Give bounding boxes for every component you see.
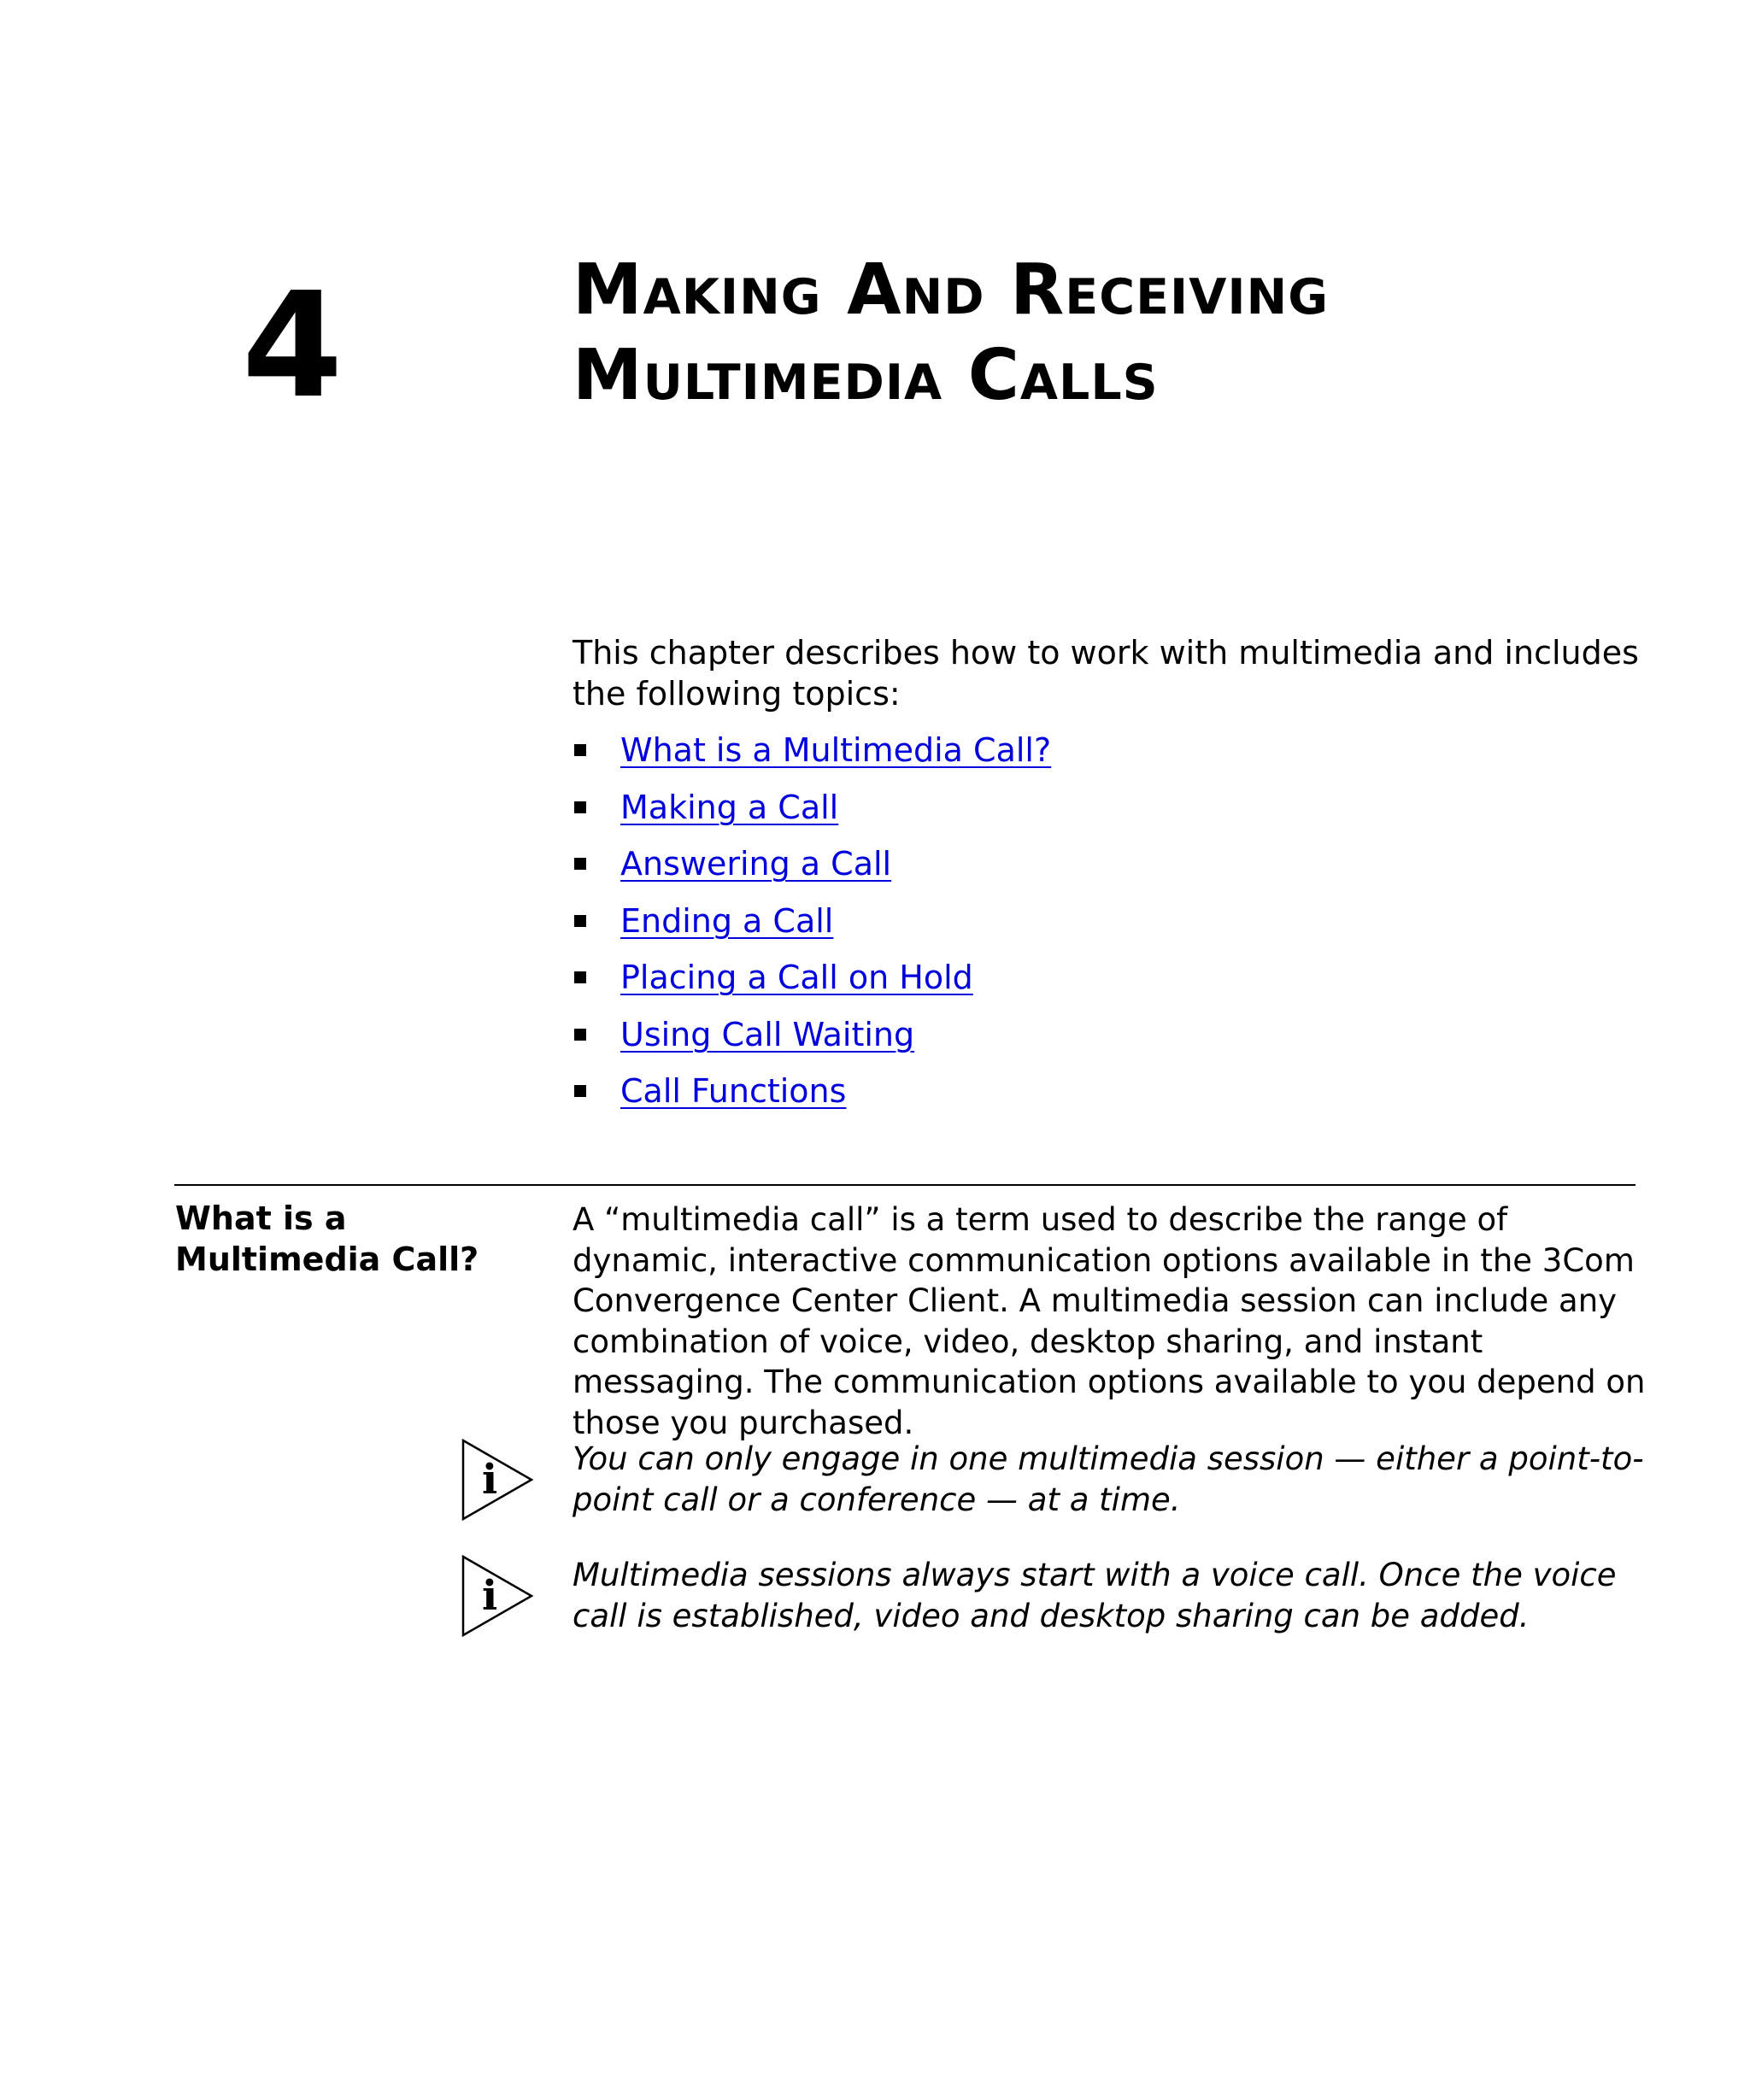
bullet-icon: [574, 1029, 586, 1041]
intro-paragraph: This chapter describes how to work with multimedia and includes the following topics:: [573, 634, 1639, 713]
chapter-title: [573, 248, 1329, 419]
list-item: [573, 949, 1051, 1006]
info-icon: [461, 1555, 535, 1637]
topic-link-making-a-call[interactable]: Making a Call: [620, 788, 839, 826]
topic-link-ending-a-call[interactable]: Ending a Call: [620, 901, 834, 940]
bullet-icon: [574, 1085, 586, 1097]
bullet-icon: [574, 915, 586, 927]
list-item: [573, 1063, 1051, 1120]
topic-link-using-call-waiting[interactable]: Using Call Waiting: [620, 1015, 915, 1053]
bullet-icon: [574, 801, 586, 813]
chapter-title-line-2: Multimedia Calls: [573, 335, 1159, 416]
chapter-number: 4: [242, 261, 344, 431]
chapter-title-line-1: Making And Receiving: [573, 249, 1330, 331]
section-heading: What is a Multimedia Call?: [175, 1200, 479, 1278]
list-item: [573, 893, 1051, 950]
info-icon: [461, 1439, 535, 1521]
topic-link-answering-a-call[interactable]: Answering a Call: [620, 845, 892, 883]
topic-link-call-functions[interactable]: Call Functions: [620, 1072, 847, 1111]
svg-text:i: i: [482, 1456, 498, 1504]
note-text: Multimedia sessions always start with a voice call. Once the voice call is established, video and desktop sharing can be added.: [573, 1557, 1617, 1634]
bullet-icon: [574, 971, 586, 983]
topic-link-placing-call-on-hold[interactable]: Placing a Call on Hold: [620, 959, 973, 997]
topic-list: [573, 722, 1051, 1120]
list-item: [573, 779, 1051, 836]
bullet-icon: [574, 744, 586, 756]
topic-link-what-is-multimedia-call[interactable]: What is a Multimedia Call?: [620, 731, 1052, 770]
section-divider: [174, 1184, 1635, 1186]
bullet-icon: [574, 858, 586, 870]
note-text: You can only engage in one multimedia session — either a point-to-point call or a conference — at a time.: [573, 1440, 1644, 1518]
list-item: [573, 836, 1051, 893]
list-item: [573, 722, 1051, 779]
list-item: [573, 1006, 1051, 1064]
section-body: A “multimedia call” is a term used to describe the range of dynamic, interactive communication options available in the 3Com Convergence Center Client. A multimedia session can include any combination of voice, video, desktop sharing, and instant messaging. The communication options available to you depend on those you purchased.: [573, 1201, 1646, 1441]
svg-text:i: i: [482, 1572, 498, 1620]
